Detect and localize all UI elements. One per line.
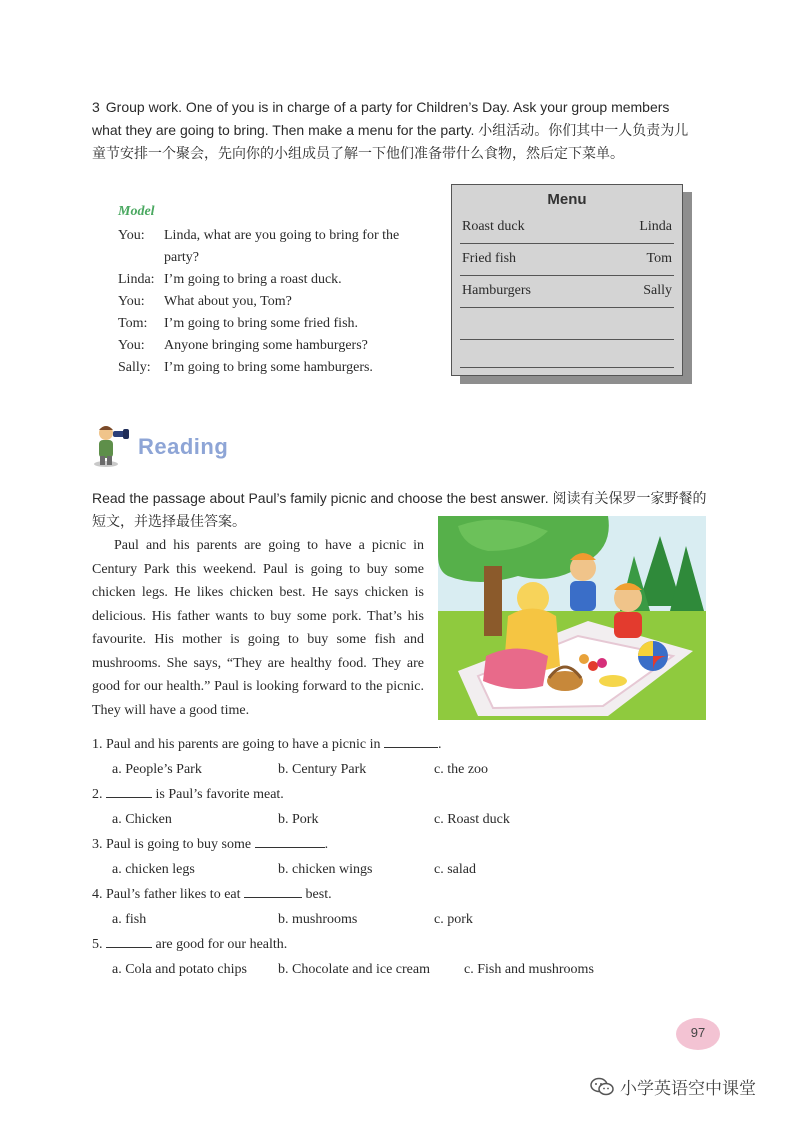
options	[92, 757, 712, 782]
speaker: You:	[118, 228, 145, 243]
task-number: 3	[92, 99, 100, 115]
reading-mascot-icon	[86, 420, 136, 468]
dialogue-line	[118, 313, 428, 335]
dialogue-line	[118, 225, 428, 269]
task3-text: Group work. One of you is in charge of a party for Children’s Day. Ask your group members what they are going to bring. Then make a menu for the party. 小组活动。你们其中一人负责为儿童节安排一个聚会，先向你的小组成员了解一下他们准备带什么食物，然后定下菜单。	[92, 99, 689, 161]
option-b[interactable]: b. Chocolate and ice cream	[278, 962, 430, 977]
picnic-illustration	[438, 516, 706, 720]
menu-food: Roast duck	[462, 219, 525, 234]
question-number: 1.	[92, 737, 103, 752]
option-b[interactable]: b. chicken wings	[278, 862, 373, 877]
wechat-icon	[590, 1077, 614, 1097]
options	[92, 907, 712, 932]
menu-title: Menu	[547, 191, 587, 208]
reading-title: Reading	[138, 434, 229, 459]
menu-row	[460, 211, 674, 244]
option-c[interactable]: c. salad	[434, 862, 476, 877]
option-c[interactable]: c. Fish and mushrooms	[464, 962, 594, 977]
options	[92, 857, 712, 882]
option-a[interactable]: a. Chicken	[112, 812, 172, 827]
menu-row	[460, 243, 674, 276]
task3-instruction	[92, 96, 702, 165]
option-b[interactable]: b. Pork	[278, 812, 319, 827]
option-a[interactable]: a. People’s Park	[112, 762, 202, 777]
menu-row-empty	[460, 307, 674, 340]
utterance: Anyone bringing some hamburgers?	[164, 338, 368, 353]
model-dialogue	[118, 225, 428, 379]
utterance: I’m going to bring some fried fish.	[164, 316, 359, 331]
utterance: What about you, Tom?	[164, 294, 292, 309]
watermark	[590, 1074, 756, 1099]
dialogue-line	[118, 269, 428, 291]
answer-blank[interactable]	[244, 885, 302, 898]
dialogue-line	[118, 357, 428, 379]
menu-food: Hamburgers	[462, 283, 531, 298]
question-text-end: .	[324, 837, 329, 852]
page-number: 97	[690, 1025, 706, 1040]
menu-row-empty	[460, 339, 674, 368]
menu-person: Sally	[643, 283, 672, 298]
option-b[interactable]: b. Century Park	[278, 762, 367, 777]
option-a[interactable]: a. Cola and potato chips	[112, 962, 247, 977]
question-number: 3.	[92, 837, 103, 852]
speaker: Linda:	[118, 272, 155, 287]
answer-blank[interactable]	[255, 835, 325, 848]
question	[92, 882, 712, 907]
answer-blank[interactable]	[384, 735, 438, 748]
question-number: 2.	[92, 787, 103, 802]
options	[92, 807, 712, 832]
option-c[interactable]: c. pork	[434, 912, 473, 927]
menu-card	[451, 184, 683, 376]
question	[92, 932, 712, 957]
question-text: Paul is going to buy some	[106, 837, 252, 852]
question-text: are good for our health.	[152, 937, 288, 952]
speaker: Tom:	[118, 316, 148, 331]
question-number: 4.	[92, 887, 103, 902]
menu-person: Tom	[646, 251, 672, 266]
option-a[interactable]: a. chicken legs	[112, 862, 195, 877]
option-c[interactable]: c. the zoo	[434, 762, 489, 777]
menu-row	[460, 275, 674, 308]
menu-person: Linda	[639, 219, 672, 234]
speaker: Sally:	[118, 360, 151, 375]
question-number: 5.	[92, 937, 103, 952]
speaker: You:	[118, 338, 145, 353]
reading-passage: Paul and his parents are going to have a picnic in Century Park this weekend. Paul is going to buy some chicken legs. He likes chicken best. He says chicken is delicious. His father wants to buy some pork. That’s his favourite. His mother is going to buy some fish and mushrooms. She says, “They are healthy food. They are good for our health.” Paul is looking forward to the picnic. They will have a good time.	[92, 538, 424, 718]
dialogue-line	[118, 291, 428, 313]
utterance: I’m going to bring some hamburgers.	[164, 360, 373, 375]
answer-blank[interactable]	[106, 785, 152, 798]
questions	[92, 732, 712, 982]
model-label: Model	[118, 204, 155, 219]
speaker: You:	[118, 294, 145, 309]
dialogue-line	[118, 335, 428, 357]
option-c[interactable]: c. Roast duck	[434, 812, 510, 827]
question	[92, 832, 712, 857]
question	[92, 782, 712, 807]
utterance: I’m going to bring a roast duck.	[164, 272, 342, 287]
question-text: Paul’s father likes to eat	[106, 887, 241, 902]
options	[92, 957, 712, 982]
utterance: Linda, what are you going to bring for the party?	[164, 228, 400, 265]
question-text: is Paul’s favorite meat.	[152, 787, 284, 802]
question	[92, 732, 712, 757]
question-text-end: best.	[302, 887, 332, 902]
question-text: Paul and his parents are going to have a picnic in	[106, 737, 381, 752]
watermark-text: 小学英语空中课堂	[620, 1079, 756, 1099]
menu-food: Fried fish	[462, 251, 517, 266]
option-b[interactable]: b. mushrooms	[278, 912, 358, 927]
reading-instruction: Read the passage about Paul’s family picnic and choose the best answer. 阅读有关保罗一家野餐的短文，并选择最佳答案。	[92, 490, 707, 529]
option-a[interactable]: a. fish	[112, 912, 147, 927]
answer-blank[interactable]	[106, 935, 152, 948]
question-text-end: .	[437, 737, 442, 752]
